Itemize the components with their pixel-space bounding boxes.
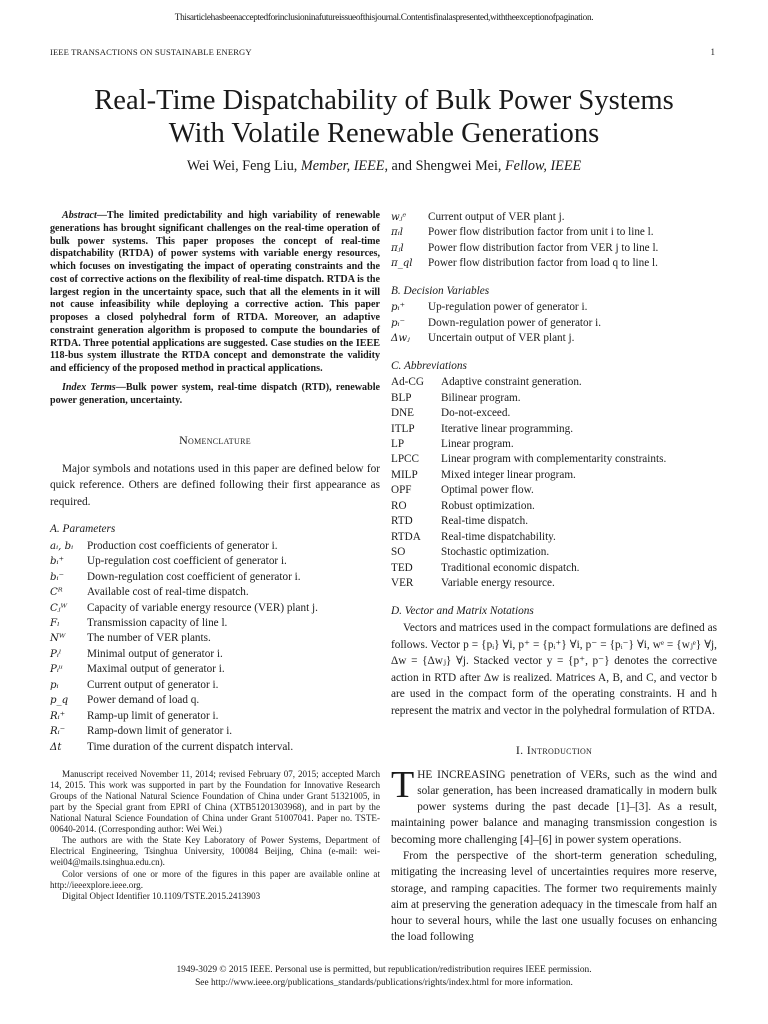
abbreviation-row bbox=[391, 576, 717, 591]
abbreviation-description: Variable energy resource. bbox=[441, 577, 555, 590]
abbreviation-symbol: OPF bbox=[391, 484, 412, 497]
parameter-description: Current output of generator i. bbox=[87, 678, 219, 691]
abbreviation-symbol: ITLP bbox=[391, 422, 415, 435]
parameter-symbol: π_ql bbox=[391, 258, 413, 270]
parameter-symbol: wⱼᵉ bbox=[391, 212, 407, 223]
parameter-description: Current output of VER plant j. bbox=[428, 211, 565, 223]
abbreviation-row bbox=[391, 406, 717, 421]
abbreviation-row bbox=[391, 468, 717, 483]
parameter-description: Power flow distribution factor from VER j to line l. bbox=[428, 241, 659, 254]
abbreviation-symbol: RTD bbox=[391, 515, 413, 528]
parameter-row bbox=[50, 709, 380, 724]
parameter-row bbox=[391, 225, 717, 240]
right-column bbox=[391, 210, 717, 946]
parameter-row bbox=[50, 601, 380, 616]
parameter-symbol: πⱼl bbox=[391, 242, 404, 254]
acceptance-note: Thisarticlehasbeenacceptedforinclusioninafutureissueofthisjournal.Contentisfinalaspresented,withtheexceptionofpagination. bbox=[174, 13, 594, 23]
title-line-1: Real-Time Dispatchability of Bulk Power Systems bbox=[94, 85, 674, 116]
parameter-description: Ramp-down limit of generator i. bbox=[87, 725, 233, 738]
decision-variable-symbol: pᵢ⁺ bbox=[391, 302, 405, 314]
parameters-list-continued bbox=[391, 210, 717, 272]
abbreviation-description: Robust optimization. bbox=[441, 499, 535, 512]
parameter-symbol: bᵢ⁺ bbox=[50, 556, 64, 568]
abbreviation-description: Mixed integer linear program. bbox=[441, 468, 576, 481]
footnote-color: Color versions of one or more of the figures in this paper are available online at http://ieeexplore.ieee.org. bbox=[50, 868, 380, 890]
parameter-symbol: Cⱼᵂ bbox=[50, 602, 68, 614]
abbreviation-symbol: MILP bbox=[391, 468, 418, 481]
abbreviation-description: Stochastic optimization. bbox=[441, 546, 550, 559]
abstract bbox=[50, 210, 380, 376]
parameter-row bbox=[50, 693, 380, 708]
parameter-description: Capacity of variable energy resource (VER) plant j. bbox=[87, 601, 318, 614]
abbreviation-symbol: VER bbox=[391, 577, 414, 590]
abbreviation-row bbox=[391, 483, 717, 498]
abbreviation-description: Linear program with complementarity constraints. bbox=[441, 453, 667, 466]
parameter-row bbox=[50, 724, 380, 739]
abbreviation-description: Linear program. bbox=[441, 437, 514, 450]
parameter-description: Minimal output of generator i. bbox=[87, 647, 223, 660]
intro-first-words: HE INCREASING bbox=[417, 768, 506, 781]
abbreviation-symbol: DNE bbox=[391, 407, 414, 420]
parameter-row bbox=[50, 616, 380, 631]
index-terms-label: Index Terms bbox=[62, 381, 116, 393]
parameter-symbol: Rᵢ⁺ bbox=[50, 710, 66, 722]
decision-variable-row bbox=[391, 316, 717, 331]
parameter-description: Up-regulation cost coefficient of generator i. bbox=[87, 555, 287, 568]
page-number: 1 bbox=[710, 47, 715, 57]
abbreviation-row bbox=[391, 452, 717, 467]
abbreviation-row bbox=[391, 514, 717, 529]
parameters-heading: A. Parameters bbox=[50, 523, 116, 536]
parameter-symbol: pᵢ bbox=[50, 679, 59, 691]
parameter-row bbox=[391, 241, 717, 256]
abbreviations-heading: C. Abbreviations bbox=[391, 359, 467, 372]
decision-variable-description: Uncertain output of VER plant j. bbox=[428, 332, 575, 345]
abbreviation-row bbox=[391, 375, 717, 390]
abbreviations-list bbox=[391, 375, 717, 591]
paper-title bbox=[0, 84, 768, 150]
rights-link-line: See http://www.ieee.org/publications_standards/publications/rights/index.html for more information. bbox=[195, 978, 573, 988]
parameter-description: Power flow distribution factor from load q to line l. bbox=[428, 257, 658, 270]
abbreviation-description: Real-time dispatch. bbox=[441, 515, 528, 528]
parameter-symbol: aᵢ, bᵢ bbox=[50, 540, 74, 552]
author-role-2: Fellow, IEEE bbox=[505, 158, 582, 174]
nomenclature-heading: Nomenclature bbox=[179, 433, 251, 448]
parameter-row bbox=[50, 740, 380, 755]
author-line bbox=[0, 158, 768, 175]
parameter-description: Production cost coefficients of generator i. bbox=[87, 539, 278, 552]
vector-notations-heading: D. Vector and Matrix Notations bbox=[391, 604, 534, 617]
decision-variable-row bbox=[391, 300, 717, 315]
parameter-symbol: Δt bbox=[50, 741, 62, 753]
parameter-description: Down-regulation cost coefficient of generator i. bbox=[87, 570, 301, 583]
parameter-row bbox=[50, 678, 380, 693]
abbreviation-description: Bilinear program. bbox=[441, 391, 521, 404]
index-terms bbox=[50, 382, 380, 408]
decision-variable-description: Up-regulation power of generator i. bbox=[428, 301, 588, 314]
footnote-affiliation: The authors are with the State Key Laboratory of Power Systems, Department of Electrical Engineering, Tsinghua University, 100084 Beijing, China (e-mail: wei-wei04@mails.tsinghua.edu.cn). bbox=[50, 835, 380, 868]
footnotes bbox=[50, 769, 380, 902]
footnote-doi: Digital Object Identifier 10.1109/TSTE.2015.2413903 bbox=[62, 890, 261, 901]
abbreviation-symbol: LPCC bbox=[391, 453, 419, 466]
author-names-1: Wei Wei, Feng Liu, bbox=[186, 158, 301, 174]
abbreviation-symbol: Ad-CG bbox=[391, 376, 424, 389]
abbreviation-symbol: RTDA bbox=[391, 530, 421, 543]
parameter-row bbox=[50, 539, 380, 554]
drop-cap: T bbox=[391, 763, 415, 806]
abbreviation-symbol: BLP bbox=[391, 391, 412, 404]
decision-variable-description: Down-regulation power of generator i. bbox=[428, 316, 602, 329]
running-head: IEEE TRANSACTIONS ON SUSTAINABLE ENERGY bbox=[50, 47, 252, 57]
parameter-symbol: πᵢl bbox=[391, 227, 404, 239]
abbreviation-description: Real-time dispatchability. bbox=[441, 530, 556, 543]
parameters-list bbox=[50, 539, 380, 755]
introduction-para-2: From the perspective of the short-term generation scheduling, mitigating the increasing level of uncertainties requires more reserve, storage, and ramping capacities. The former two requirements mainly aim at preserving the generation adequacy in the timescale from half an hour to several hours, while the last one usually focuses on enhancing the load following bbox=[391, 850, 717, 944]
parameter-symbol: Pᵢˡ bbox=[50, 648, 62, 660]
left-column bbox=[50, 210, 380, 902]
decision-variables-list bbox=[391, 300, 717, 346]
abbreviation-row bbox=[391, 499, 717, 514]
abbreviation-description: Optimal power flow. bbox=[441, 484, 534, 497]
abbreviation-symbol: LP bbox=[391, 437, 405, 450]
parameter-row bbox=[50, 570, 380, 585]
abbreviation-symbol: RO bbox=[391, 499, 407, 512]
parameter-symbol: Nᵂ bbox=[50, 633, 66, 645]
parameter-symbol: Pᵢᵘ bbox=[50, 664, 63, 676]
parameter-symbol: Rᵢ⁻ bbox=[50, 726, 66, 738]
abbreviation-description: Traditional economic dispatch. bbox=[441, 561, 580, 574]
decision-variables-heading: B. Decision Variables bbox=[391, 284, 490, 297]
abbreviation-symbol: SO bbox=[391, 546, 406, 559]
abbreviation-row bbox=[391, 437, 717, 452]
parameter-description: Available cost of real-time dispatch. bbox=[87, 586, 249, 599]
abbreviation-row bbox=[391, 561, 717, 576]
parameter-symbol: Cᴿ bbox=[50, 587, 63, 599]
decision-variable-row bbox=[391, 331, 717, 346]
introduction-para-1 bbox=[391, 763, 717, 848]
abbreviation-row bbox=[391, 545, 717, 560]
abbreviation-symbol: TED bbox=[391, 561, 413, 574]
decision-variable-symbol: Δwⱼ bbox=[391, 333, 410, 345]
decision-variable-symbol: pᵢ⁻ bbox=[391, 317, 405, 329]
parameter-row bbox=[50, 662, 380, 677]
parameter-description: Power flow distribution factor from unit i to line l. bbox=[428, 226, 654, 239]
parameter-row bbox=[391, 210, 717, 225]
parameter-description: Transmission capacity of line l. bbox=[87, 617, 228, 630]
parameter-symbol: bᵢ⁻ bbox=[50, 571, 64, 583]
parameter-description: Power demand of load q. bbox=[87, 694, 200, 707]
parameter-symbol: Fₗ bbox=[50, 618, 60, 630]
abstract-text: —The limited predictability and high variability of renewable generations has brought significant challenges on the real-time operation of bulk power systems. This paper proposes the concept of real-time dispatchability (RTDA) of power systems with variable energy resources, which focuses on investigating the impact of operating constraints and the cost of corrective actions on the flexibility of real-time dispatch. RTDA is the largest region in the uncertainty space, such that all the elements in it will not cause infeasibility while deploying a corrective action. This paper proposes a closed polyhedral form of RTDA. Moreover, an adaptive constraint generation algorithm is proposed to compute the boundaries of RTDA. Three potential applications are suggested. Case studies on the IEEE 118-bus system illustrate the RTDA concept and demonstrate the validity and efficiency of the proposed method in practical applications. bbox=[50, 210, 380, 374]
abbreviation-row bbox=[391, 530, 717, 545]
title-line-2: With Volatile Renewable Generations bbox=[168, 118, 600, 149]
author-names-2: , and Shengwei Mei, bbox=[384, 158, 506, 174]
copyright-footer bbox=[0, 964, 768, 990]
parameter-row bbox=[50, 585, 380, 600]
author-role-1: Member, IEEE bbox=[300, 158, 385, 174]
abbreviation-row bbox=[391, 391, 717, 406]
parameter-row bbox=[50, 647, 380, 662]
parameter-description: The number of VER plants. bbox=[87, 632, 211, 645]
intro-para-1-text: penetration of VERs, such as the wind and solar generation, has been increased dramatically in modern bulk power systems during the past decade [1]–[3]. As a result, maintaining power balance and managing transmission congestion is becoming more challenging [4]–[6] in power system operations. bbox=[391, 768, 717, 846]
parameter-symbol: p_q bbox=[50, 695, 69, 707]
footnote-manuscript: Manuscript received November 11, 2014; revised February 07, 2015; accepted March 14, 2015. This work was supported in part by the Foundation for Innovative Research Groups of the National Natural Science Foundation of China under Grant 51321005, in part by the Special grant from EPRI of China (XTB51201303968), and in part by the National Natural Science Foundation of China under Grant 51007041. Paper no. TSTE-00640-2014. (Corresponding author: Wei Wei.) bbox=[50, 769, 380, 835]
abbreviation-description: Adaptive constraint generation. bbox=[441, 376, 582, 389]
parameter-row bbox=[50, 554, 380, 569]
index-terms-text: —Bulk power system, real-time dispatch (RTD), renewable power generation, uncertainty. bbox=[50, 381, 380, 406]
abstract-label: Abstract bbox=[62, 210, 97, 221]
copyright-line: 1949-3029 © 2015 IEEE. Personal use is permitted, but republication/redistribution requires IEEE permission. bbox=[176, 965, 592, 975]
nomenclature-intro: Major symbols and notations used in this paper are defined below for quick reference. Others are defined following their first appearance as required. bbox=[50, 462, 380, 508]
abbreviation-description: Iterative linear programming. bbox=[441, 422, 574, 435]
introduction-heading: I. Introduction bbox=[515, 743, 593, 758]
parameter-row bbox=[50, 631, 380, 646]
abbreviation-description: Do-not-exceed. bbox=[441, 407, 511, 420]
vector-notations-text: Vectors and matrices used in the compact formulations are defined as follows. Vector p = {pᵢ} ∀i, p⁺ = {pᵢ⁺} ∀i, p⁻ = {pᵢ⁻} ∀i, wᵉ = {wⱼᵉ} ∀j, Δw = {Δwⱼ} ∀j. Stacked vector y = {p⁺, p⁻} denotes the corrective action in RTD after Δw is realized. Matrices A, B, and C, and vector b are used in the compact form of the operating constraints. H and h represent the matrix and vector in the polyhedral formulation of RTDA. bbox=[391, 622, 717, 717]
parameter-description: Maximal output of generator i. bbox=[87, 663, 225, 676]
parameter-description: Ramp-up limit of generator i. bbox=[87, 709, 219, 722]
abbreviation-row bbox=[391, 422, 717, 437]
parameter-row bbox=[391, 256, 717, 271]
parameter-description: Time duration of the current dispatch interval. bbox=[87, 740, 294, 753]
